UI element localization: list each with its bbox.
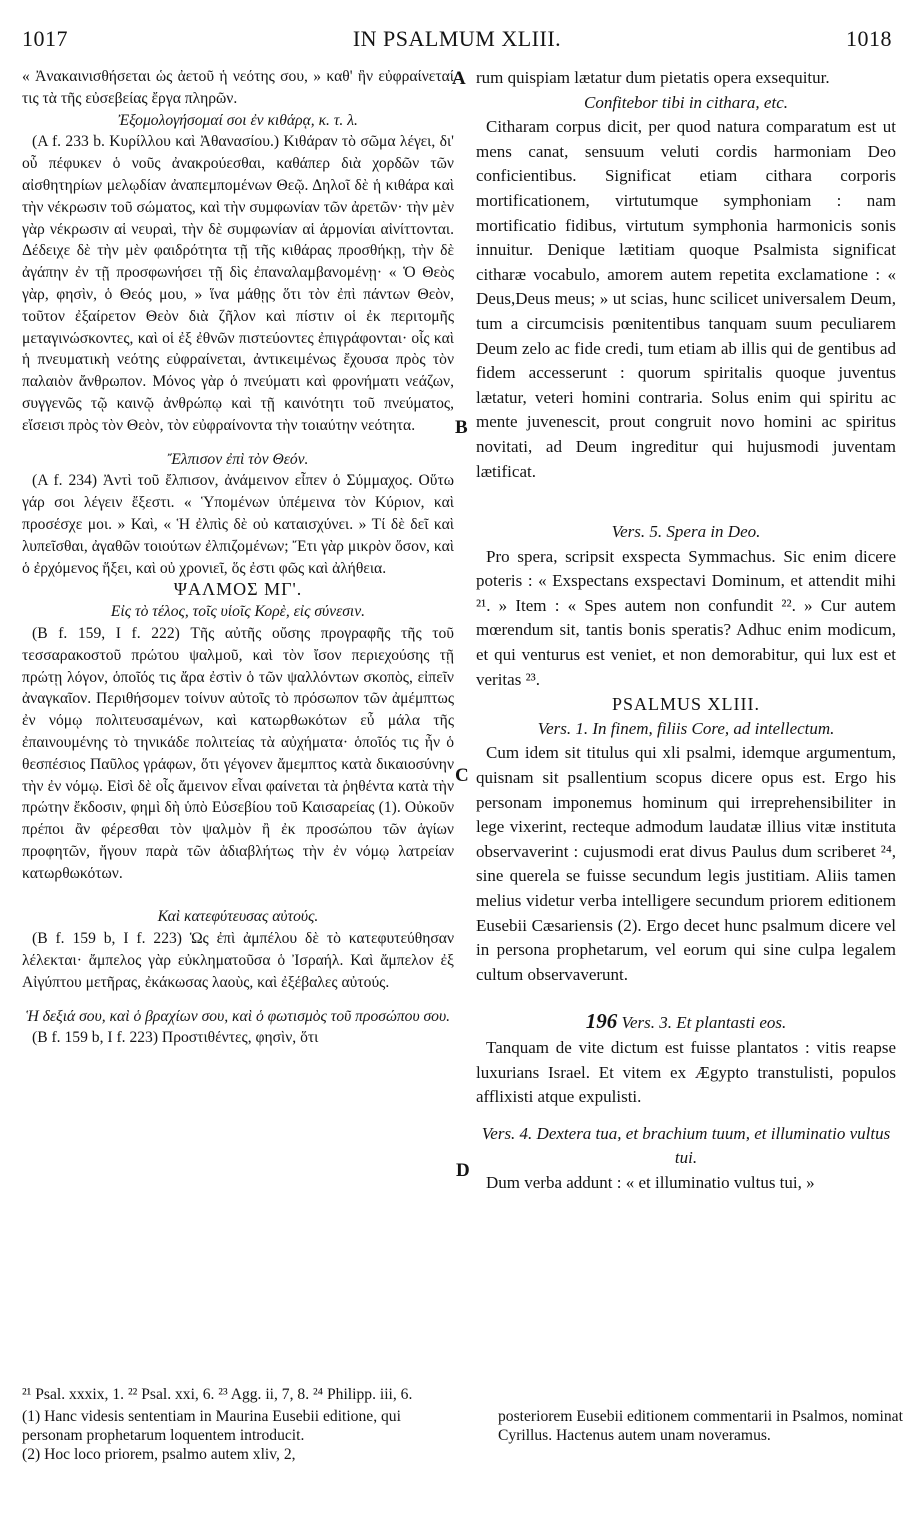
greek-lemma-heading: Ἔλπισον ἐπὶ τὸν Θεόν. [167, 450, 309, 468]
footnotes-right [498, 1407, 910, 1445]
footnotes [22, 1385, 903, 1463]
page-marker: 196 [585, 1009, 618, 1034]
greek-paragraph: (B f. 159 b, I f. 223) Ὡς ἐπὶ ἀμπέλου δὲ τὸ κατεφυτεύθησαν λέλεκται· ἄμπελος γὰρ εὐκληματοῦσα ὁ Ἰσραήλ. Καὶ ἄμπελον ἐξ Αἰγύπτου μετῆρας, ἐκάκωσας λαοὺς, καὶ ἐξέβαλες αὐτούς. [22, 930, 454, 991]
greek-psalm-subtitle: Εἰς τὸ τέλος, τοῖς υἱοῖς Κορὲ, εἰς σύνεσιν. [110, 603, 366, 621]
greek-lemma-heading: Καὶ κατεφύτευσας αὐτούς. [157, 908, 319, 926]
latin-paragraph: Pro spera, scripsit exspecta Symmachus. Sic enim dicere poteris : « Exspectans exspectavi Dominum, et attendit mihi ²¹. » Item : « Spes autem non confundit ²². » Cur autem mœrendum sit, tantis bonis speratis? Adhuc enim modicum, et qui venturus est veniet, et non demorabitur, qui lux est et veritas ²³. [476, 546, 896, 689]
latin-paragraph: Cum idem sit titulus qui xli psalmi, idemque argumentum, quisnam sit psallentium scopus dicere opus est. Ergo his personam imponemus hominum qui irreprehensibiliter in lege vixerint, recteque admodum laudatæ illius vitæ instituta observaverint : cujusmodi erat divus Paulus dum scriberet ²⁴, sine querela se fuisse secundum legis justitiam. Aliis tamen melius videtur verba intelligere secundum priorem editionem Eusebii Cæsariensis (2). Ergo decet hunc psalmum dicere vel in persona prophetarum, vel eorum qui sine culpa legalem cultum observaverunt. [476, 743, 896, 984]
greek-lemma-heading: Ἐξομολογήσομαί σοι ἐν κιθάρᾳ, κ. τ. λ. [118, 111, 358, 129]
page-header [22, 26, 892, 66]
footnote-2: (2) Hoc loco priorem, psalmo autem xliv, 2, [22, 1446, 296, 1463]
scripture-references: ²¹ Psal. xxxix, 1. ²² Psal. xxi, 6. ²³ Agg. ii, 7, 8. ²⁴ Philipp. iii, 6. [22, 1386, 413, 1403]
margin-letter-c: C [455, 765, 469, 786]
latin-paragraph: Dum verba addunt : « et illuminatio vultus tui, » [486, 1172, 815, 1192]
greek-psalm-title: ΨΑΛΜΟΣ ΜΓ'. [173, 579, 303, 600]
latin-lemma-heading: Vers. 4. Dextera tua, et brachium tuum, et illuminatio vultus tui. [481, 1123, 891, 1168]
footnote-2-continued: posteriorem Eusebii editionem commentarii in Psalmos, nominat Cyrillus. Hactenus autem unam noveramus. [498, 1408, 903, 1444]
margin-letter-a: A [452, 68, 466, 89]
latin-lemma-heading: Vers. 5. Spera in Deo. [611, 522, 761, 542]
greek-paragraph: « Ἀνακαινισθήσεται ὡς ἀετοῦ ἡ νεότης σου, » καθ' ἣν εὐφραίνεταί τις τὰ τῆς εὐσεβείας ἔργα πληρῶν. [22, 68, 454, 107]
greek-lemma-heading: Ἡ δεξιά σου, καὶ ὁ βραχίων σου, καὶ ὁ φωτισμὸς τοῦ προσώπου σου. [25, 1007, 451, 1025]
latin-paragraph: Citharam corpus dicit, per quod natura comparatum est ut mens canat, sensuum veluti cordis harmoniam Deo conficientibus. Significat etiam cithara corporis mortificationem, virtutumque symphoniam : nam mortificatio fidibus, virtutum symphonia harmonicis sonis innuitur. Denique lætitiam quoque Psalmista significat citharæ vocabulo, amorem autem repetita exclamatione : « Deus,Deus meus; » ut scias, hunc scilicet universalem Deum, tum a circumcisis pœnitentibus tanquam suum peculiarem Deum zelo ac fide credi, tum etiam ab illis qui de gentibus ad fidem accesserunt : quorum spiritalis quoque juventus lætatur, veteri homini contraria. Solus enim qui spiritu ac mente juvenescit, prout congruit novo homini ac spiritus novitati, ad Deum ingreditur qui hujusmodi juventam lætificat. [476, 117, 896, 481]
latin-psalm-title: PSALMUS XLIII. [611, 694, 760, 715]
footnote-1: (1) Hanc videsis sententiam in Maurina Eusebii editione, qui personam prophetarum loquentem introducit. [22, 1408, 401, 1444]
running-title: IN PSALMUM XLIII. [352, 26, 562, 51]
margin-letter-b: B [455, 417, 468, 438]
margin-letter-d: D [456, 1160, 470, 1181]
right-page-number: 1018 [846, 26, 892, 51]
latin-lemma-heading [476, 1009, 896, 1036]
latin-lemma-text: Vers. 3. Et plantasti eos. [621, 1013, 787, 1033]
latin-lemma-heading: Confitebor tibi in cithara, etc. [584, 92, 788, 112]
greek-column [22, 66, 454, 1049]
latin-psalm-subtitle: Vers. 1. In finem, filiis Core, ad intellectum. [537, 718, 835, 738]
greek-paragraph: (A f. 233 b. Κυρίλλου καὶ Ἀθανασίου.) Κιθάραν τὸ σῶμα λέγει, δι' οὗ πέφυκεν ὁ νοῦς ἀνακρούεσθαι, καθάπερ διὰ χορδῶν τῶν αἰσθητηρίων μελῳδίαν ἀναπεμπομένων Θεῷ. Δηλοῖ δὲ ἡ κιθάρα καὶ τὴν νέκρωσιν τοῦ σώματος, καὶ τὴν συμφωνίαν τῶν ἀρετῶν· τὴν μὲν γὰρ νέκρωσιν αἱ νευραὶ, τὴν δὲ συμφωνίαν αἱ ἁρμονίαι αἰνίττονται. Δέδειχε δὲ τὴν μὲν φαιδρότητα τῇ τῆς κιθάρας προσθήκῃ, τὴν δὲ ἀγάπην ἐν τῇ προσφωνήσει τῇ δὶς ἐπαναλαμβανομένῃ· « Ὁ Θεὸς γὰρ, φησὶν, ὁ Θεός μου, » ἵνα μάθῃς ὅτι τὸν ἐπὶ πάντων Θεὸν, τοῦτον ἐξαίρετον Θεὸν διὰ ζῆλον καὶ πίστιν οἱ ἐκ περιτομῆς μεταγινώσκοντες, καὶ οἱ ἐξ ἐθνῶν πιστεύοντες ἐπιγράφονται· οἷς καὶ ἡ πνευματικὴ νεότης εὐφραίνεται, ἀντικειμένως ἔχουσα πρὸς τὸν παλαιὸν ἄνθρωπον. Μόνος γὰρ ὁ πνεύματι καὶ φρονήματι νεάζων, συγγενῶς τῷ καινῷ ἀνθρώπῳ καὶ τῇ καινότητι τοῦ πνεύματος, εἴσεισι πρὸς τὸν Θεὸν, τὸν εὐφραίνοντα τὴν τοιαύτην νεότητα. [22, 133, 454, 434]
greek-paragraph: (A f. 234) Ἀντὶ τοῦ ἔλπισον, ἀνάμεινον εἶπεν ὁ Σύμμαχος. Οὕτω γάρ σοι λέγειν ἔξεστι. « Ὑπομένων ὑπέμεινα τὸν Κύριον, καὶ προσέσχε μοι. » Καὶ, « Ἡ ἐλπὶς δὲ οὐ καταισχύνει. » Τί δὲ δεῖ καὶ λυπεῖσθαι, ἀγαθῶν τοιούτων ἐλπιζομένων; Ἔτι γὰρ μικρὸν ὅσον, καὶ ὁ ἐρχόμενος ἥξει, καὶ οὐ χρονιεῖ, ὅς ἐστι φῶς καὶ ἀλήθεια. [22, 472, 454, 577]
latin-column [476, 66, 896, 1196]
latin-paragraph: Tanquam de vite dictum est fuisse plantatos : vitis reapse luxurians Israel. Et vitem ex Ægypto transtulisti, populos afflixisti atque expulisti. [476, 1037, 896, 1107]
left-page-number: 1017 [22, 26, 68, 51]
greek-paragraph: (B f. 159 b, I f. 223) Προστιθέντες, φησὶν, ὅτι [32, 1029, 319, 1047]
latin-paragraph: rum quispiam lætatur dum pietatis opera exsequitur. [476, 68, 830, 87]
greek-paragraph: (B f. 159, I f. 222) Τῆς αὐτῆς οὔσης προγραφῆς τῆς τοῦ τεσσαρακοστοῦ πρώτου ψαλμοῦ, καὶ τὸν ἴσον περιεχούσης τῇ πρώτῃ λόγον, ὁποῖός τις ἄρα ἐστὶν ὁ τῶν ψαλλόντων σκοπὸς, εἰπεῖν ἀναγκαῖον. Περιθήσομεν τοίνυν αὐτοῖς τὸ πρόσωπον τῶν ἀμέμπτως ἐν νόμῳ πολιτευσαμένων, καὶ κατωρθωκότων εὖ μάλα τῆς ἐπαινουμένης τὸ τηνικάδε πολιτείας τὰ αὐχήματα· ὁποῖός τις ἦν ὁ θεσπέσιος Παῦλος γράφων, ὅτι γέγονεν ἄμεμπτος κατὰ δικαιοσύνην τὴν ἐν νόμῳ. Εἰσὶ δὲ οἷς ἄμεινον εἶναι φαίνεται τὰ ῥηθέντα κατὰ τὴν πρώτην ἔκδοσιν, φημὶ δὴ ὑπὸ Εὐσεβίου τοῦ Καισαρείας (1). Οὐκοῦν πρέποι ἂν φέρεσθαι τὸν ψαλμὸν ἢ ἐκ προσώπου τῶν ἁγίων προφητῶν, ἤγουν παρὰ τῶν ἀδιαβλήτως τὴν ἐν νόμῳ λατρείαν κατωρθωκότων. [22, 624, 454, 882]
footnotes-left [22, 1407, 462, 1464]
